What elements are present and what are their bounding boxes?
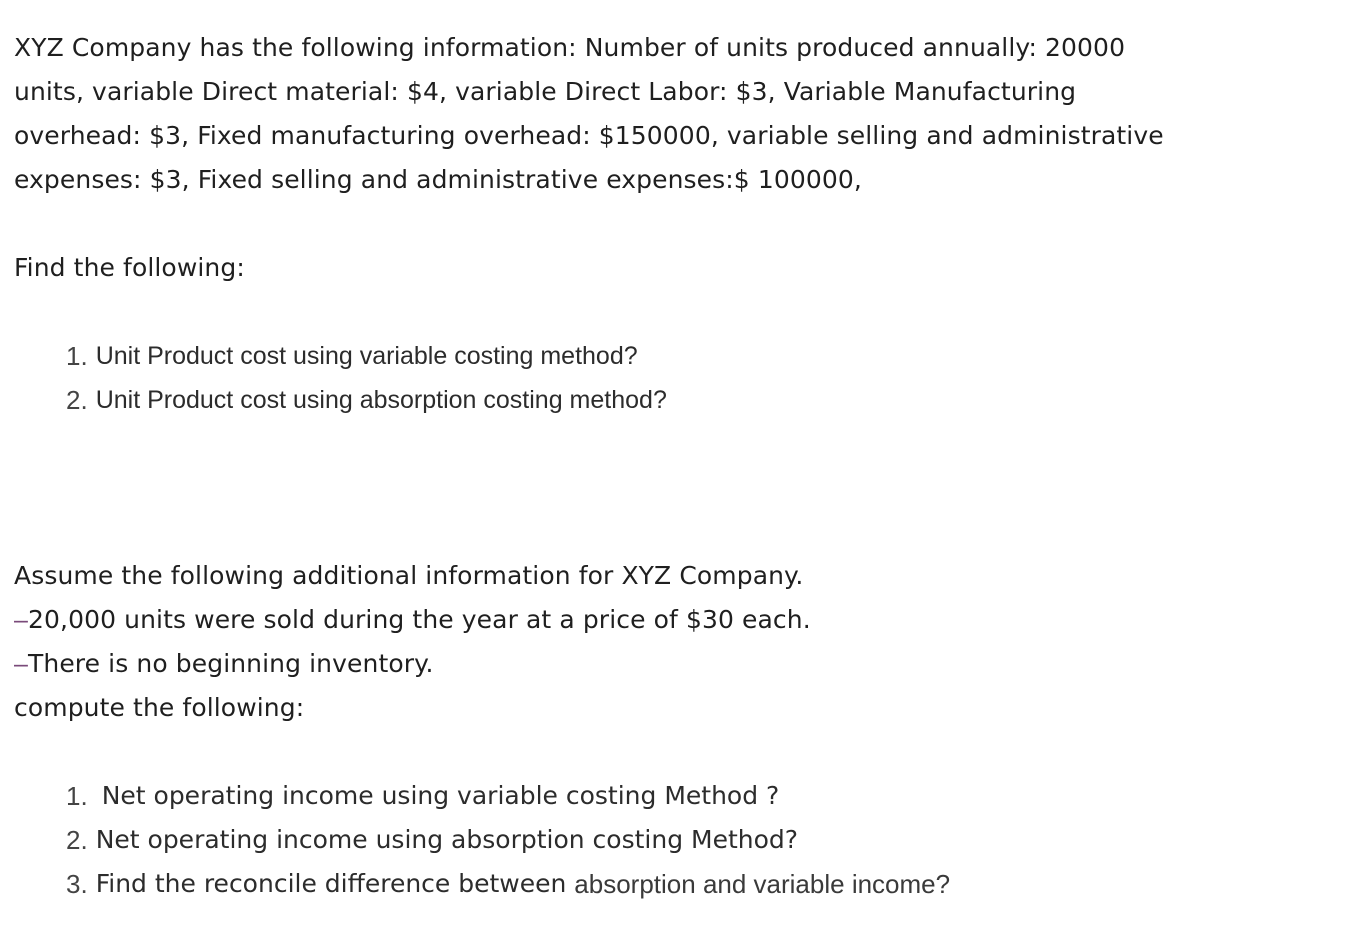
- find-list: [14, 334, 1334, 422]
- compute-heading: compute the following:: [14, 693, 305, 722]
- list-text: Net operating income using absorption costing Method?: [95, 825, 799, 854]
- list-text: Unit Product cost using variable costing method?: [95, 342, 638, 370]
- document-body: [14, 26, 1334, 906]
- list-item: [66, 774, 1334, 818]
- list-text: Net operating income using variable costing Method ?: [101, 781, 780, 810]
- additional-bullet-1: 20,000 units were sold during the year at a price of $30 each.: [28, 605, 811, 634]
- list-text-tail: absorption and variable income?: [574, 869, 951, 899]
- list-number: 1.: [66, 781, 88, 811]
- intro-paragraph: [14, 26, 1334, 202]
- additional-bullet-2: There is no beginning inventory.: [28, 649, 434, 678]
- list-text: Unit Product cost using absorption costing method?: [95, 386, 667, 414]
- dash-bullet: –: [14, 606, 29, 634]
- list-item: [66, 862, 1334, 906]
- list-number: 1.: [66, 341, 88, 371]
- list-item: [66, 818, 1334, 862]
- additional-info: [14, 554, 1334, 730]
- intro-line-3: overhead: $3, Fixed manufacturing overhead: $150000, variable selling and administrative: [14, 121, 1164, 150]
- list-number: 2.: [66, 825, 88, 855]
- additional-heading: Assume the following additional information for XYZ Company.: [14, 561, 804, 590]
- intro-line-1: XYZ Company has the following information: Number of units produced annually: 20000: [14, 33, 1126, 62]
- intro-line-4: expenses: $3, Fixed selling and administrative expenses:$ 100000,: [14, 165, 862, 194]
- find-heading: Find the following:: [14, 253, 245, 282]
- list-number: 3.: [66, 869, 88, 899]
- list-number: 2.: [66, 385, 88, 415]
- list-item: [66, 378, 1334, 422]
- compute-list: [14, 774, 1334, 906]
- dash-bullet: –: [14, 650, 29, 678]
- list-item: [66, 334, 1334, 378]
- intro-line-2: units, variable Direct material: $4, variable Direct Labor: $3, Variable Manufacturing: [14, 77, 1077, 106]
- list-text: Find the reconcile difference between: [95, 869, 567, 898]
